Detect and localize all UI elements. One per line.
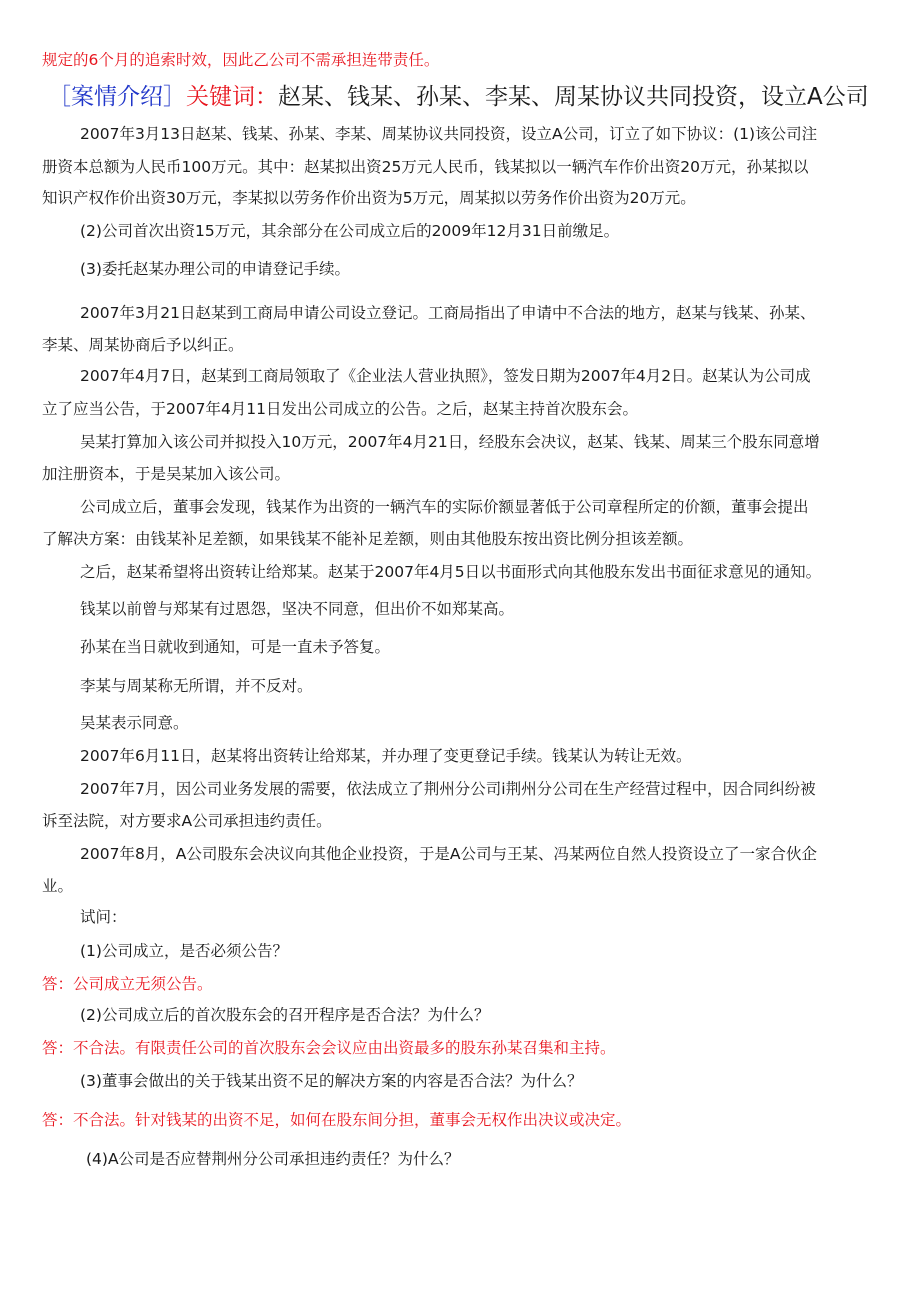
paragraph-line: 2007年4月7日，赵某到工商局领取了《企业法人营业执照》，签发日期为2007年4月2日。赵某认为公司成 [80, 367, 811, 385]
case-heading [48, 82, 869, 112]
paragraph-line: 公司成立后，董事会发现，钱某作为出资的一辆汽车的实际价额显著低于公司章程所定的价额，董事会提出 [80, 498, 809, 516]
paragraph-line: 了解决方案：由钱某补足差额，如果钱某不能补足差额，则由其他股东按出资比例分担该差额。 [42, 530, 694, 548]
question-2: (2)公司成立后的首次股东会的召开程序是否合法？为什么？ [80, 1006, 490, 1024]
paragraph-line: (3)委托赵某办理公司的申请登记手续。 [80, 260, 350, 278]
paragraph-line: 吴某打算加入该公司并拟投入10万元，2007年4月21日，经股东会决议，赵某、钱某、周某三个股东同意增 [80, 433, 820, 451]
answer-2: 答：不合法。有限责任公司的首次股东会会议应由出资最多的股东孙某召集和主持。 [42, 1039, 616, 1057]
intro-tail-text: 规定的6个月的追索时效，因此乙公司不需承担连带责任。 [42, 51, 440, 69]
questions-label: 试问： [80, 908, 127, 926]
question-3: (3)董事会做出的关于钱某出资不足的解决方案的内容是否合法？为什么？ [80, 1072, 583, 1090]
paragraph-line: 之后，赵某希望将出资转让给郑某。赵某于2007年4月5日以书面形式向其他股东发出书面征求意见的通知。 [80, 563, 822, 581]
paragraph-line: 钱某以前曾与郑某有过恩怨，坚决不同意，但出价不如郑某高。 [80, 600, 515, 618]
paragraph-line: 李某与周某称无所谓，并不反对。 [80, 677, 313, 695]
answer-1: 答：公司成立无须公告。 [42, 975, 213, 993]
paragraph-line: 加注册资本，于是吴某加入该公司。 [42, 465, 291, 483]
paragraph-line: 2007年7月，因公司业务发展的需要，依法成立了荆州分公司i荆州分公司在生产经营过程中，因合同纠纷被 [80, 780, 816, 798]
paragraph-line: 册资本总额为人民币100万元。其中：赵某拟出资25万元人民币，钱某拟以一辆汽车作价出资20万元，孙某拟以 [42, 158, 809, 176]
case-title: 赵某、钱某、孙某、李某、周某协议共同投资，设立A公司 [278, 84, 869, 110]
paragraph-line: 2007年3月21日赵某到工商局申请公司设立登记。工商局指出了申请中不合法的地方，赵某与钱某、孙某、 [80, 304, 816, 322]
question-1: (1)公司成立，是否必须公告？ [80, 942, 288, 960]
paragraph-line: 2007年3月13日赵某、钱某、孙某、李某、周某协议共同投资，设立A公司，订立了如下协议：(1)该公司注 [80, 125, 818, 143]
case-intro-tag: ［案情介绍］ [48, 84, 186, 110]
paragraph-line: 吴某表示同意。 [80, 714, 189, 732]
paragraph-line: 2007年6月11日，赵某将出资转让给郑某，并办理了变更登记手续。钱某认为转让无效。 [80, 747, 692, 765]
paragraph-line: 李某、周某协商后予以纠正。 [42, 336, 244, 354]
paragraph-line: 2007年8月，A公司股东会决议向其他企业投资，于是A公司与王某、冯某两位自然人投资设立了一家合伙企 [80, 845, 818, 863]
keyword-label: 关键词： [186, 84, 278, 110]
question-4: (4)A公司是否应替荆州分公司承担违约责任？为什么？ [86, 1150, 460, 1168]
paragraph-line: (2)公司首次出资15万元，其余部分在公司成立后的2009年12月31日前缴足。 [80, 222, 620, 240]
paragraph-line: 知识产权作价出资30万元，李某拟以劳务作价出资为5万元，周某拟以劳务作价出资为20万元。 [42, 189, 696, 207]
paragraph-line: 诉至法院，对方要求A公司承担违约责任。 [42, 812, 332, 830]
paragraph-line: 立了应当公告，于2007年4月11日发出公司成立的公告。之后，赵某主持首次股东会。 [42, 400, 639, 418]
paragraph-line: 孙某在当日就收到通知，可是一直未予答复。 [80, 638, 391, 656]
answer-3: 答：不合法。针对钱某的出资不足，如何在股东间分担，董事会无权作出决议或决定。 [42, 1111, 632, 1129]
paragraph-line: 业。 [42, 877, 74, 895]
